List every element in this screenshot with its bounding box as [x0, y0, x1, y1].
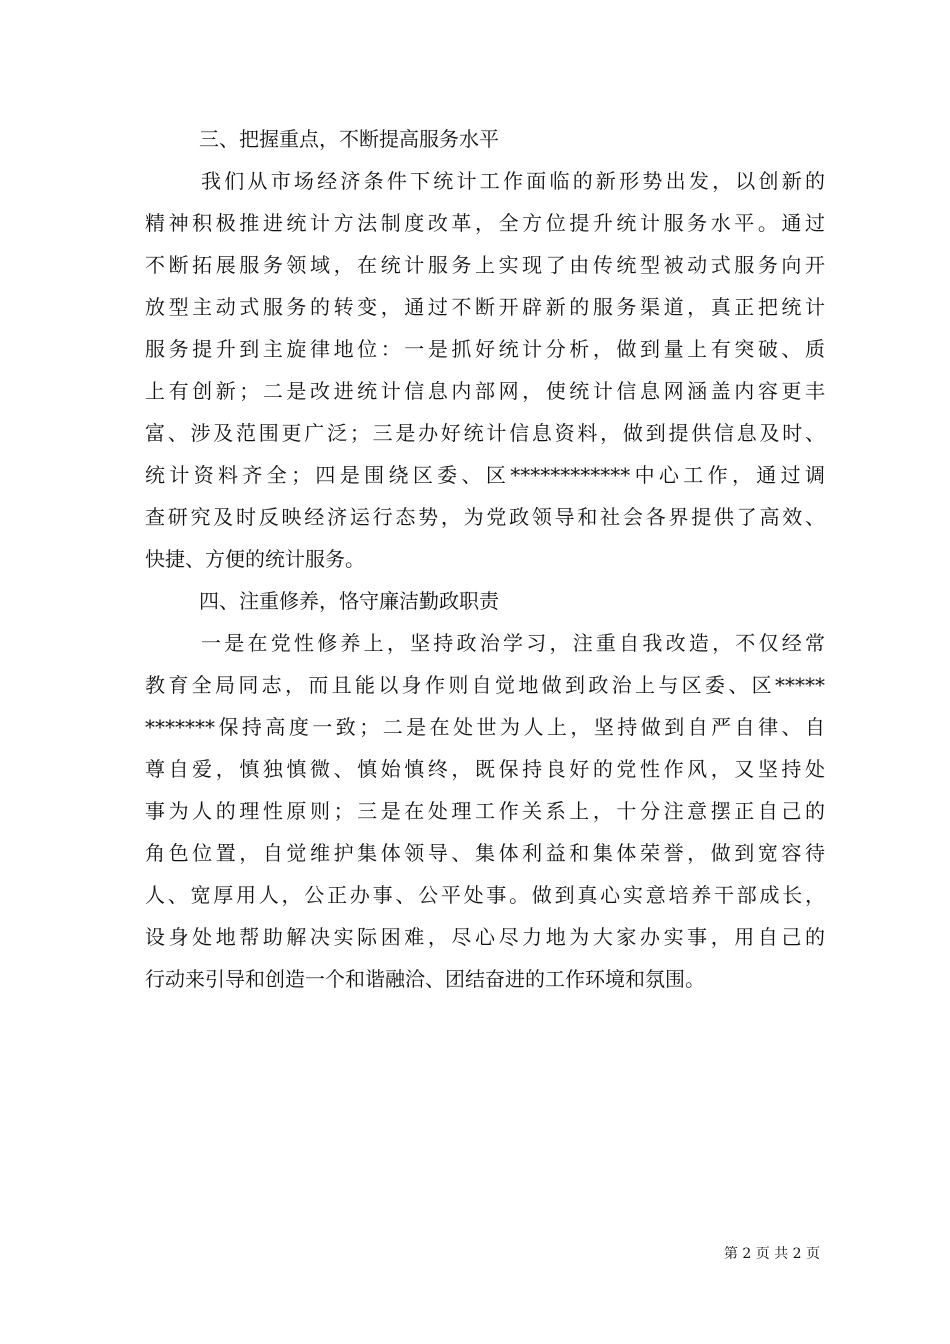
paragraph-line: 尊自爱，慎独慎微、慎始慎终，既保持良好的党性作风，又坚持处 — [145, 757, 825, 781]
paragraph-line: 一是在党性修养上，坚持政治学习，注重自我改造，不仅经常 — [201, 631, 825, 655]
paragraph-line: 事为人的理性原则；三是在处理工作关系上，十分注意摆正自己的 — [145, 799, 825, 823]
paragraph-line: *******保持高度一致；二是在处世为人上，坚持做到自严自律、自 — [145, 715, 825, 739]
page-number: 第 2 页 共 2 页 — [723, 1246, 820, 1262]
document-body — [145, 118, 825, 1000]
section-paragraph — [145, 160, 825, 580]
paragraph-line: 设身处地帮助解决实际困难，尽心尽力地为大家办实事，用自己的 — [145, 925, 825, 949]
section-heading: 四、注重修养，恪守廉洁勤政职责 — [199, 589, 499, 613]
paragraph-line: 放型主动式服务的转变，通过不断开辟新的服务渠道，真正把统计 — [145, 295, 825, 319]
paragraph-line: 服务提升到主旋律地位：一是抓好统计分析，做到量上有突破、质 — [145, 337, 825, 361]
paragraph-line: 统计资料齐全；四是围绕区委、区************中心工作，通过调 — [145, 463, 825, 487]
paragraph-line: 快捷、方便的统计服务。 — [145, 547, 365, 571]
paragraph-line: 角色位置，自觉维护集体领导、集体利益和集体荣誉，做到宽容待 — [145, 841, 825, 865]
section-paragraph — [145, 622, 825, 1000]
paragraph-line: 富、涉及范围更广泛；三是办好统计信息资料，做到提供信息及时、 — [145, 421, 825, 445]
paragraph-line: 精神积极推进统计方法制度改革，全方位提升统计服务水平。通过 — [145, 211, 825, 235]
section-heading: 三、把握重点，不断提高服务水平 — [199, 127, 499, 151]
paragraph-line: 上有创新；二是改进统计信息内部网，使统计信息网涵盖内容更丰 — [145, 379, 825, 403]
paragraph-line: 我们从市场经济条件下统计工作面临的新形势出发，以创新的 — [201, 169, 825, 193]
paragraph-line: 查研究及时反映经济运行态势，为党政领导和社会各界提供了高效、 — [145, 505, 825, 529]
paragraph-line: 行动来引导和创造一个和谐融洽、团结奋进的工作环境和氛围。 — [145, 967, 705, 991]
paragraph-line: 人、宽厚用人，公正办事、公平处事。做到真心实意培养干部成长， — [145, 883, 825, 907]
paragraph-line: 教育全局同志，而且能以身作则自觉地做到政治上与区委、区***** — [145, 673, 825, 697]
paragraph-line: 不断拓展服务领域，在统计服务上实现了由传统型被动式服务向开 — [145, 253, 825, 277]
